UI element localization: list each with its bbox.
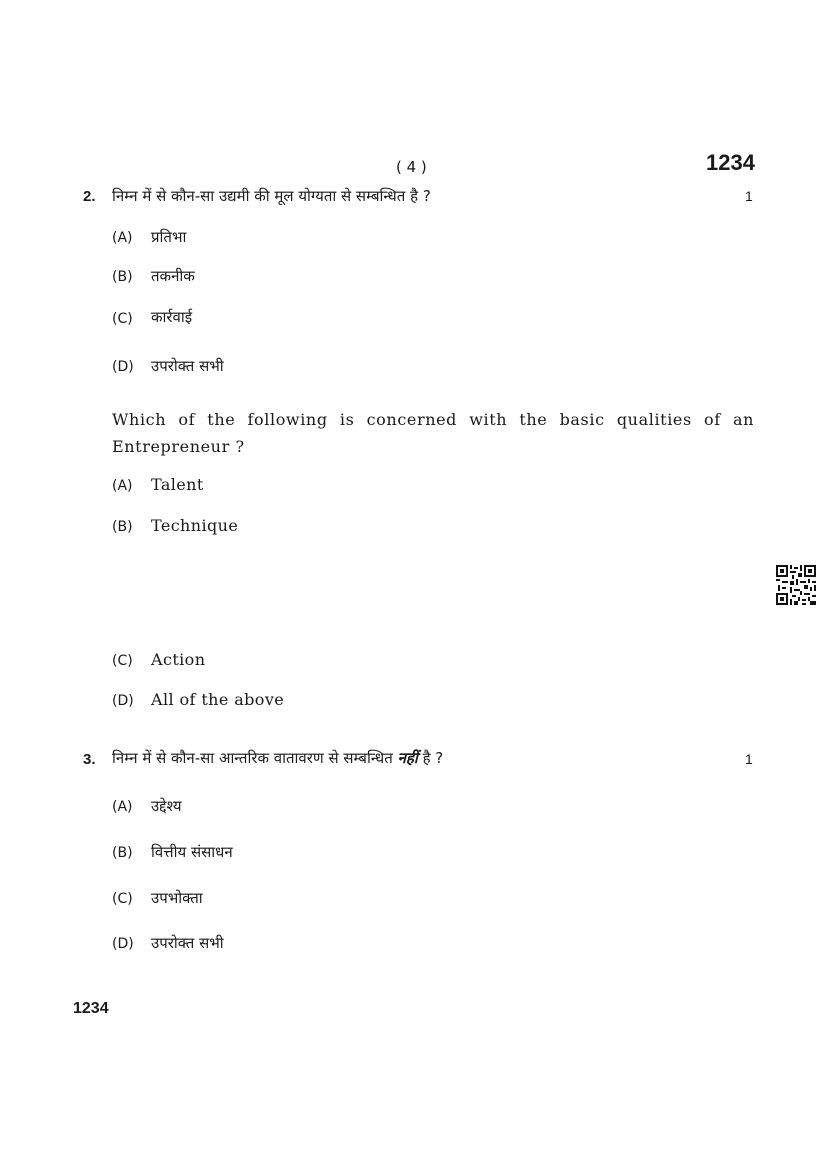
paper-code-footer: 1234 [73, 1000, 109, 1017]
q3-option-b-letter: (B) [112, 845, 133, 861]
question-3-emphasis: नहीं [397, 749, 418, 767]
question-2-english-line1: Which of the following is concerned with the basic qualities of an [112, 410, 754, 429]
q3-option-a-letter: (A) [112, 799, 133, 815]
q2-english-option-c-letter: (C) [112, 653, 133, 669]
question-3-hindi-text [112, 748, 443, 768]
q2-hindi-option-c-letter: (C) [112, 311, 133, 327]
question-3-text-before: निम्न में से कौन-सा आन्तरिक वातावरण से सम्बन्धित [112, 749, 393, 767]
question-3-text-after: है ? [422, 749, 444, 767]
q2-english-option-a-text: Talent [151, 475, 204, 494]
q2-english-option-b-text: Technique [151, 516, 239, 535]
question-2-english-text [112, 406, 754, 460]
question-3-number: 3. [83, 751, 96, 768]
q2-english-option-d-letter: (D) [112, 693, 134, 709]
q2-english-option-a-letter: (A) [112, 478, 133, 494]
q3-option-d-letter: (D) [112, 936, 134, 952]
question-2-marks: 1 [745, 188, 753, 204]
q2-hindi-option-b-text: तकनीक [151, 267, 195, 285]
paper-code-header: 1234 [706, 150, 755, 175]
q3-option-a-text: उद्देश्य [151, 797, 182, 815]
q3-option-b-text: वित्तीय संसाधन [151, 843, 233, 861]
q3-option-d-text: उपरोक्त सभी [151, 934, 224, 952]
q2-english-option-c-text: Action [151, 650, 206, 669]
q2-hindi-option-c-text: कार्रवाई [151, 308, 193, 326]
question-2-number: 2. [83, 188, 96, 205]
q2-english-option-d-text: All of the above [151, 690, 285, 709]
question-2-hindi-text: निम्न में से कौन-सा उद्यमी की मूल योग्यता से सम्बन्धित है ? [112, 187, 431, 205]
q2-hindi-option-d-letter: (D) [112, 359, 134, 375]
q3-option-c-text: उपभोक्ता [151, 889, 203, 907]
page-number: ( 4 ) [396, 158, 427, 176]
question-2-english-line2: Entrepreneur ? [112, 437, 245, 456]
q2-english-option-b-letter: (B) [112, 519, 133, 535]
question-3-marks: 1 [745, 751, 753, 767]
q2-hindi-option-d-text: उपरोक्त सभी [151, 357, 224, 375]
q2-hindi-option-b-letter: (B) [112, 269, 133, 285]
q2-hindi-option-a-text: प्रतिभा [151, 228, 187, 246]
qr-code-icon [776, 565, 816, 605]
q3-option-c-letter: (C) [112, 891, 133, 907]
q2-hindi-option-a-letter: (A) [112, 230, 133, 246]
